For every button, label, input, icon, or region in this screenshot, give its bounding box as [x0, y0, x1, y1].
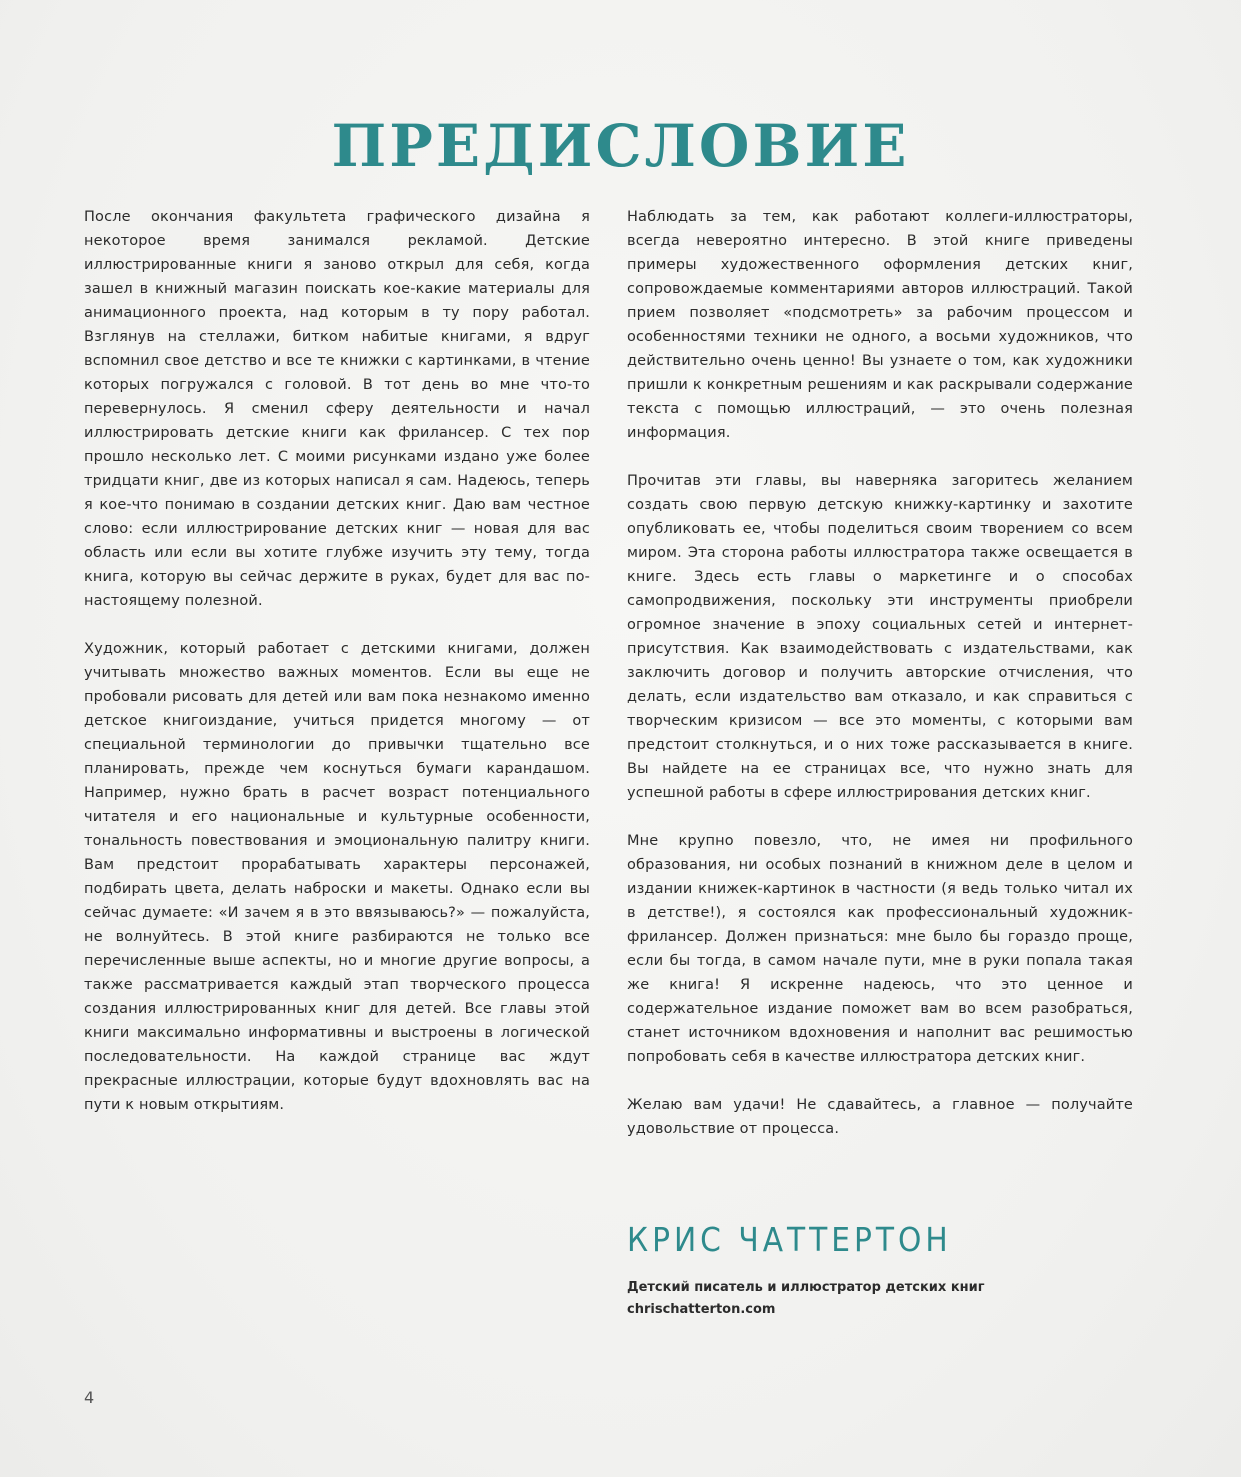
paragraph: Прочитав эти главы, вы наверняка загоритесь желанием создать свою первую детскую книжку-картинку и захотите опубликовать ее, чтобы поделиться своим творением со всем миром. Эта сторона работы иллюстратора также освещается в книге. Здесь есть главы о маркетинге и о способах самопродвижения, поскольку эти инструменты приобрели огромное значение в эпоху социальных сетей и интернет-присутствия. Как взаимодействовать с издательствами, как заключить договор и получить авторские отчисления, что делать, если издательство вам отказало, и как справиться с творческим кризисом — все это моменты, с которыми вам предстоит столкнуться, и о них тоже рассказывается в книге. Вы найдете на ее страницах все, что нужно знать для успешной работы в сфере иллюстрирования детских книг.: [627, 473, 1133, 801]
paragraph: Желаю вам удачи! Не сдавайтесь, а главное — получайте удовольствие от процесса.: [627, 1097, 1133, 1137]
page-title: ПРЕДИСЛОВИЕ: [331, 112, 910, 180]
paragraph: Наблюдать за тем, как работают коллеги-иллюстраторы, всегда невероятно интересно. В этой книге приведены примеры художественного оформления детских книг, сопровождаемые комментариями авторов иллюстраций. Такой прием позволяет «подсмотреть» за рабочим процессом и особенностями техники не одного, а восьми художников, что действительно очень ценно! Вы узнаете о том, как художники пришли к конкретным решениям и как раскрывали содержание текста с помощью иллюстраций, — это очень полезная информация.: [627, 209, 1133, 441]
paragraph: Художник, который работает с детскими книгами, должен учитывать множество важных моментов. Если вы еще не пробовали рисовать для детей или вам пока незнакомо именно детское книгоиздание, учиться придется многому — от специальной терминологии до привычки тщательно все планировать, прежде чем коснуться бумаги карандашом. Например, нужно брать в расчет возраст потенциального читателя и его национальные и культурные особенности, тональность повествования и эмоциональную палитру книги. Вам предстоит прорабатывать характеры персонажей, подбирать цвета, делать наброски и макеты. Однако если вы сейчас думаете: «И зачем я в это ввязываюсь?» — пожалуйста, не волнуйтесь. В этой книге разбираются не только все перечисленные выше аспекты, но и многие другие вопросы, а также рассматривается каждый этап творческого процесса создания иллюстрированных книг для детей. Все главы этой книги максимально информативны и выстроены в логической последовательности. На каждой странице вас ждут прекрасные иллюстрации, которые будут вдохновлять вас на пути к новым открытиям.: [84, 641, 590, 1113]
author-role: Детский писатель и иллюстратор детских книг: [627, 1280, 985, 1295]
page-number: 4: [84, 1388, 95, 1407]
paragraph: Мне крупно повезло, что, не имея ни профильного образования, ни особых познаний в книжном деле в целом и издании книжек-картинок в частности (я ведь только читал их в детстве!), я состоялся как профессиональный художник-фрилансер. Должен признаться: мне было бы гораздо проще, если бы тогда, в самом начале пути, мне в руки попала такая же книга! Я искренне надеюсь, что это ценное и содержательное издание поможет вам во всем разобраться, станет источником вдохновения и наполнит вас решимостью попробовать себя в качестве иллюстратора детских книг.: [627, 833, 1133, 1065]
paragraph: После окончания факультета графического дизайна я некоторое время занимался рекламой. Детские иллюстрированные книги я заново открыл для себя, когда зашел в книжный магазин поискать кое-какие материалы для анимационного проекта, над которым в ту пору работал. Взглянув на стеллажи, битком набитые книгами, я вдруг вспомнил свое детство и все те книжки с картинками, в чтение которых погружался с головой. В тот день во мне что-то перевернулось. Я сменил сферу деятельности и начал иллюстрировать детские книги как фрилансер. С тех пор прошло несколько лет. С моими рисунками издано уже более тридцати книг, две из которых написал я сам. Надеюсь, теперь я кое-что понимаю в создании детских книг. Даю вам честное слово: если иллюстрирование детских книг — новая для вас область или если вы хотите глубже изучить эту тему, тогда книга, которую вы сейчас держите в руках, будет для вас по-настоящему полезной.: [84, 209, 590, 609]
author-name: КРИС ЧАТТЕРТОН: [627, 1220, 952, 1259]
author-website: chrischatterton.com: [627, 1302, 776, 1317]
left-text-column: [84, 205, 590, 1141]
right-text-column: [627, 205, 1133, 1165]
